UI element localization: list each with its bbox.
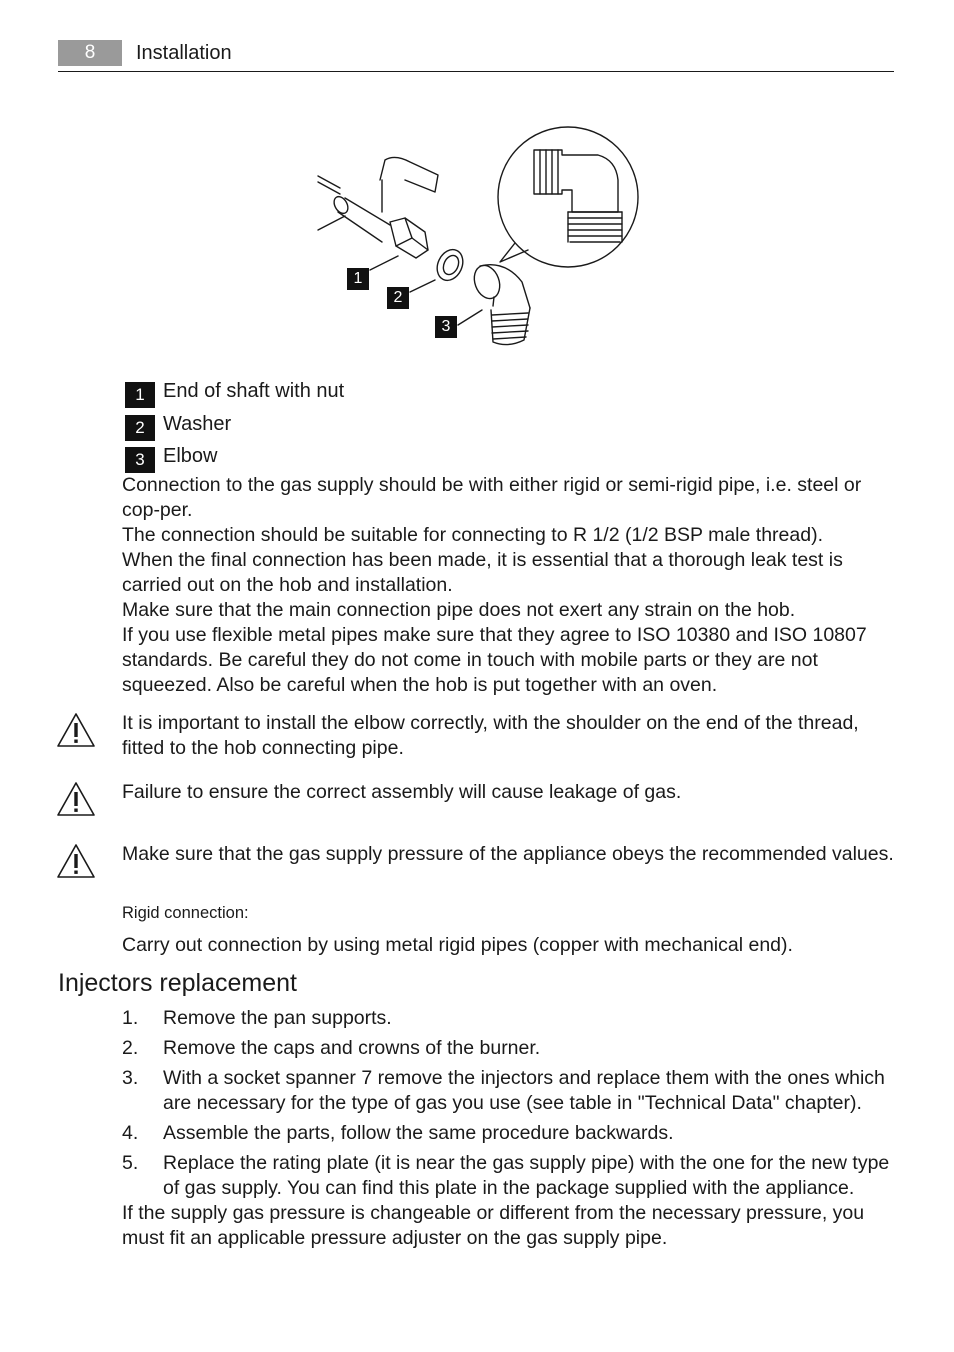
figure-callout-3: 3: [435, 316, 457, 338]
legend-label: Washer: [163, 413, 232, 435]
step-number: 1.: [122, 1007, 139, 1029]
step-number: 2.: [122, 1037, 139, 1059]
legend-label: Elbow: [163, 445, 218, 467]
gas-connection-figure: [310, 120, 650, 355]
figure-callout-1: 1: [347, 268, 369, 290]
intro-paragraph: If you use flexible metal pipes make sure that they agree to ISO 10380 and ISO 10807 standards. Be careful they do not come in touch with mobile parts or they are not squeezed. Also be careful when the hob is put together with an oven.: [122, 624, 867, 696]
warning-icon: [56, 843, 96, 879]
warning-icon: [56, 712, 96, 748]
figure-callout-2: 2: [387, 287, 409, 309]
step-number: 5.: [122, 1152, 139, 1174]
step-number: 4.: [122, 1122, 139, 1144]
warning-text: Failure to ensure the correct assembly will cause leakage of gas.: [122, 781, 682, 803]
intro-paragraph: Connection to the gas supply should be with either rigid or semi-rigid pipe, i.e. steel or cop-per.: [122, 474, 862, 521]
step-number: 3.: [122, 1067, 139, 1089]
rigid-connection-text: Carry out connection by using metal rigid pipes (copper with mechanical end).: [122, 934, 793, 956]
legend-label: End of shaft with nut: [163, 380, 345, 402]
warning-text: Make sure that the gas supply pressure of the appliance obeys the recommended values.: [122, 843, 894, 865]
warning-text: It is important to install the elbow correctly, with the shoulder on the end of the thread, fitted to the hob connecting pipe.: [122, 712, 859, 759]
intro-paragraph: When the final connection has been made, it is essential that a thorough leak test is carried out on the hob and installation.: [122, 549, 843, 596]
page-header: [58, 40, 894, 72]
step-text: Replace the rating plate (it is near the gas supply pipe) with the one for the new type of gas supply. You can find this plate in the package supplied with the appliance.: [163, 1152, 890, 1199]
intro-paragraph: Make sure that the main connection pipe does not exert any strain on the hob.: [122, 599, 796, 621]
section-title: Installation: [136, 42, 232, 64]
legend-number: 1: [125, 382, 155, 408]
intro-paragraph: The connection should be suitable for connecting to R 1/2 (1/2 BSP male thread).: [122, 524, 823, 546]
step-text: Remove the caps and crowns of the burner.: [163, 1037, 541, 1059]
closing-paragraph: If the supply gas pressure is changeable or different from the necessary pressure, you must fit an applicable pressure adjuster on the gas supply pipe.: [122, 1202, 865, 1249]
step-text: Remove the pan supports.: [163, 1007, 392, 1029]
step-text: With a socket spanner 7 remove the injectors and replace them with the ones which are necessary for the type of gas you use (see table in "Technical Data" chapter).: [163, 1067, 885, 1114]
gas-connection-illustration: [310, 120, 650, 355]
legend-number: 3: [125, 447, 155, 473]
rigid-connection-label: Rigid connection:: [122, 904, 249, 922]
page-number: 8: [58, 40, 122, 66]
step-text: Assemble the parts, follow the same procedure backwards.: [163, 1122, 674, 1144]
legend-number: 2: [125, 415, 155, 441]
warning-icon: [56, 781, 96, 817]
section-heading: Injectors replacement: [58, 969, 298, 997]
